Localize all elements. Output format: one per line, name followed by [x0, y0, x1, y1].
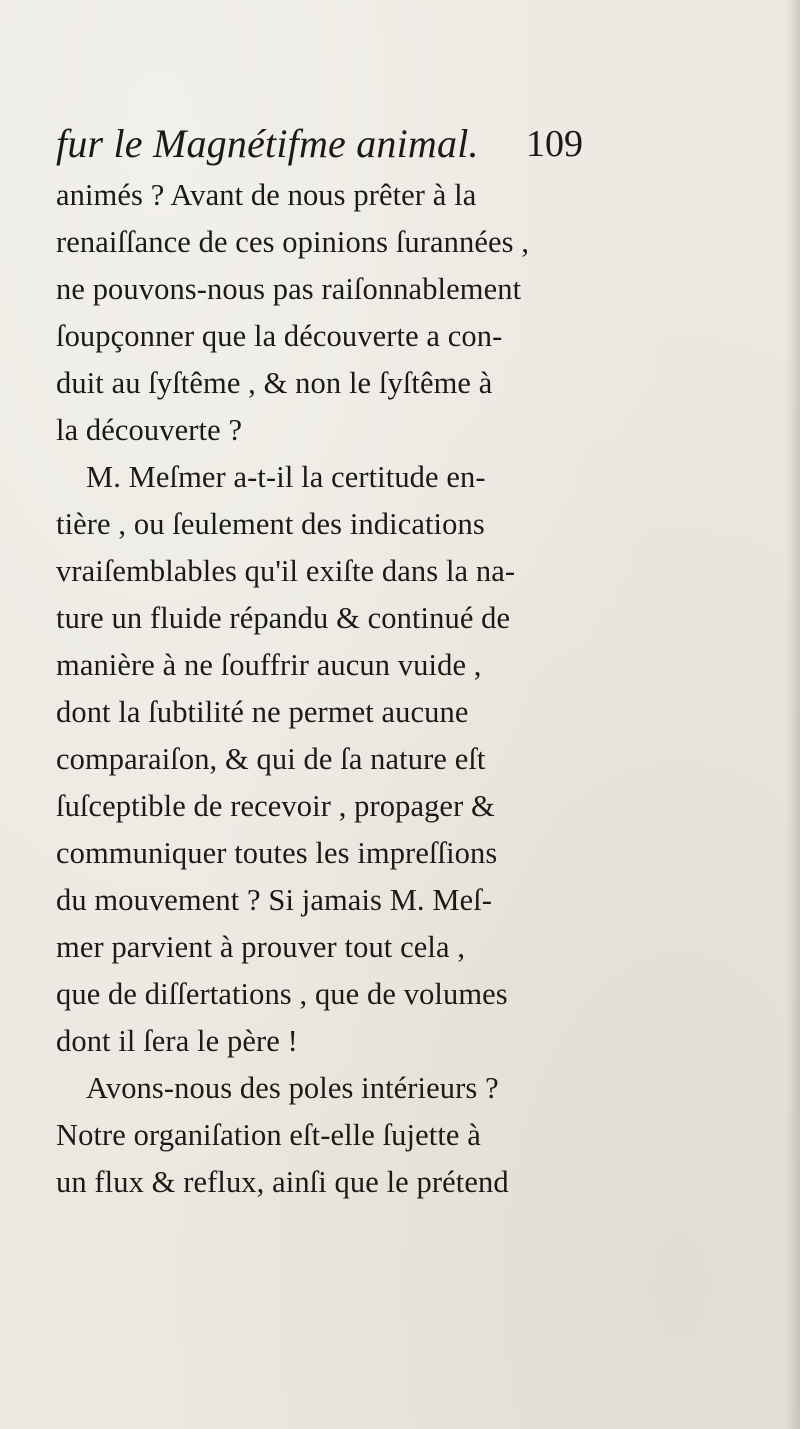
text-line: tière , ou ſeulement des indications	[56, 507, 485, 541]
page-number: 109	[526, 123, 583, 165]
text-line: ne pouvons-nous pas raiſonnablement	[56, 272, 522, 306]
text-line: renaiſſance de ces opinions ſurannées ,	[56, 225, 530, 259]
body-text	[56, 172, 756, 1206]
text-line: ſuſceptible de recevoir , propager &	[56, 789, 495, 823]
text-line: comparaiſon, & qui de ſa nature eſt	[56, 742, 486, 776]
text-line: communiquer toutes les impreſſions	[56, 836, 498, 870]
paragraph-start-line: Avons-nous des poles intérieurs ?	[86, 1071, 499, 1105]
text-line: la découverte ?	[56, 413, 243, 447]
text-line: vraiſemblables qu'il exiſte dans la na-	[56, 554, 516, 588]
text-line: duit au ſyſtême , & non le ſyſtême à	[56, 366, 493, 400]
text-line: dont la ſubtilité ne permet aucune	[56, 695, 469, 729]
text-line: ture un fluide répandu & continué de	[56, 601, 511, 635]
text-line: manière à ne ſouffrir aucun vuide ,	[56, 648, 482, 682]
text-line: ſoupçonner que la découverte a con-	[56, 319, 503, 353]
paragraph-start-line: M. Meſmer a-t-il la certitude en-	[86, 460, 486, 494]
running-head: fur le Magnétifme animal.	[56, 121, 479, 166]
text-line: un flux & reflux, ainſi que le prétend	[56, 1165, 509, 1199]
text-line: que de diſſertations , que de volumes	[56, 977, 508, 1011]
text-line: dont il ſera le père !	[56, 1024, 298, 1058]
page-header	[56, 120, 746, 180]
page-edge-shadow	[786, 0, 800, 1429]
text-line: du mouvement ? Si jamais M. Meſ-	[56, 883, 493, 917]
text-line: Notre organiſation eſt-elle ſujette à	[56, 1118, 481, 1152]
text-line: animés ? Avant de nous prêter à la	[56, 178, 477, 212]
text-line: mer parvient à prouver tout cela ,	[56, 930, 466, 964]
